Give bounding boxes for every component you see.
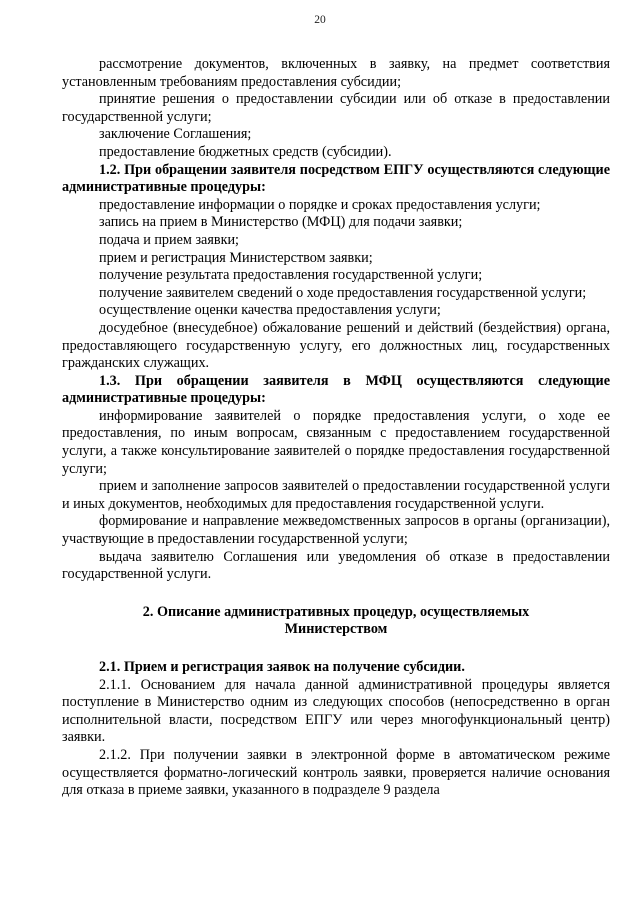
paragraph: рассмотрение документов, включенных в заявку, на предмет соответствия установленным требованиям предоставления субсидии;	[62, 56, 610, 90]
paragraph: 2.1.1. Основанием для начала данной административной процедуры является поступление в Министерство одним из следующих способов (непосредственно в орган исполнительной власти, посредством ЕПГУ или через многофункциональный центр) заявки.	[62, 676, 610, 746]
paragraph: досудебное (внесудебное) обжалование решений и действий (бездействия) органа, предоставляющего государственную услугу, его должностных лиц, государственных гражданских служащих.	[62, 319, 610, 372]
paragraph: 2.1.2. При получении заявки в электронной форме в автоматическом режиме осуществляется форматно-логический контроль заявки, проверяется наличие основания для отказа в приеме заявки, указанного в подразделе 9 раздела	[62, 746, 610, 799]
spacer	[62, 639, 610, 659]
section-heading-line-2: Министерством	[284, 621, 388, 638]
paragraph: принятие решения о предоставлении субсидии или об отказе в предоставлении государственной услуги;	[62, 91, 610, 125]
subsection-heading-1-3: 1.3. При обращении заявителя в МФЦ осуществляются следующие административные процедуры:	[62, 372, 610, 407]
paragraph: предоставление бюджетных средств (субсидии).	[99, 143, 392, 160]
document-body	[62, 56, 610, 800]
paragraph: получение заявителем сведений о ходе предоставления государственной услуги;	[99, 284, 587, 301]
paragraph: заключение Соглашения;	[99, 126, 252, 143]
spacer	[62, 584, 610, 604]
paragraph: информирование заявителей о порядке предоставления услуги, о ходе ее предоставления, по иным вопросам, связанным с предоставлением государственной услуги, а также консультирование заявителей о порядке предоставления государственной услуги;	[62, 407, 610, 477]
subsection-heading-2-1: 2.1. Прием и регистрация заявок на получение субсидии.	[99, 659, 465, 675]
paragraph: прием и заполнение запросов заявителей о предоставлении государственной услуги и иных документов, необходимых для предоставления государственной услуги.	[62, 478, 610, 512]
page-number: 20	[314, 14, 326, 26]
paragraph: осуществление оценки качества предоставления услуги;	[99, 302, 441, 319]
paragraph: получение результата предоставления государственной услуги;	[99, 267, 483, 284]
paragraph: предоставление информации о порядке и сроках предоставления услуги;	[99, 196, 541, 213]
subsection-heading-1-2: 1.2. При обращении заявителя посредством ЕПГУ осуществляются следующие административные процедуры:	[62, 161, 610, 196]
paragraph: формирование и направление межведомственных запросов в органы (организации), участвующие в предоставлении государственной услуги;	[62, 513, 610, 548]
paragraph: выдача заявителю Соглашения или уведомления об отказе в предоставлении государственной услуги.	[62, 548, 610, 583]
paragraph: запись на прием в Министерство (МФЦ) для подачи заявки;	[99, 214, 463, 231]
paragraph: прием и регистрация Министерством заявки;	[99, 249, 373, 266]
paragraph: подача и прием заявки;	[99, 231, 239, 248]
section-heading-line-1: 2. Описание административных процедур, осуществляемых	[142, 603, 530, 620]
